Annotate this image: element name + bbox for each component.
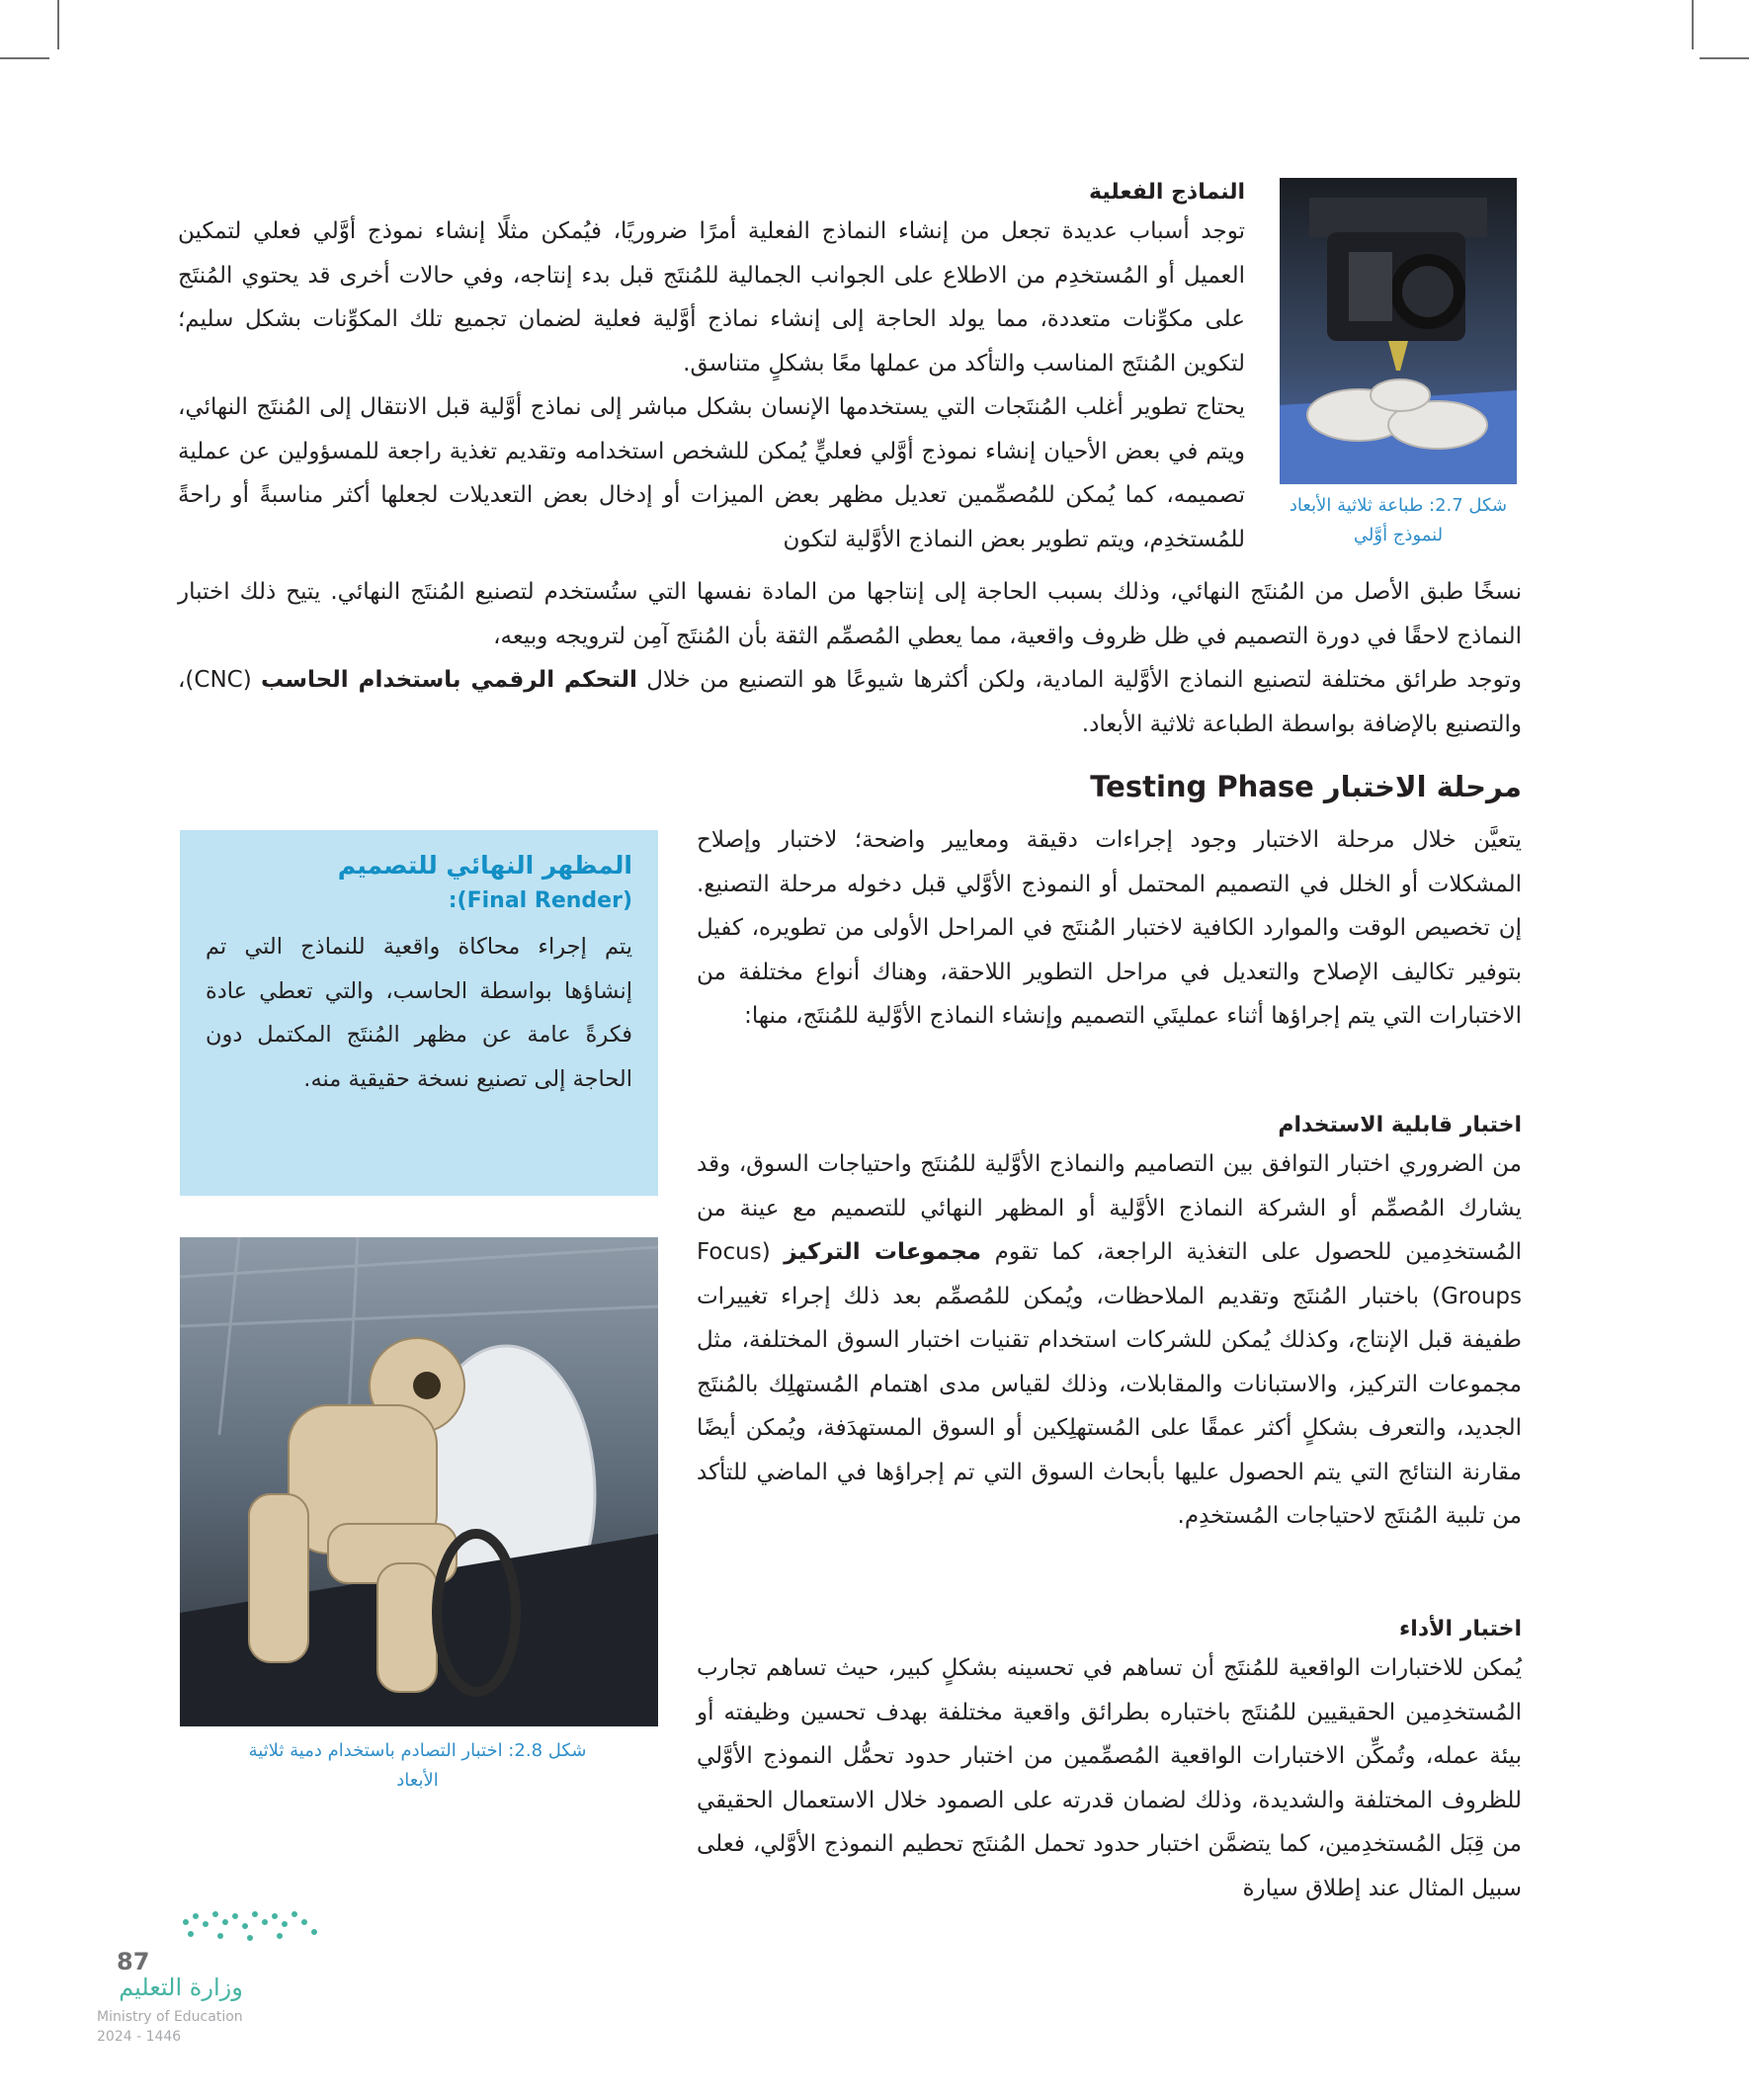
paragraph: توجد أسباب عديدة تجعل من إنشاء النماذج الفعلية أمرًا ضروريًا، فيُمكن مثلًا إنشاء نموذج أوَّلي فعلي لتمكين العميل أو المُستخدِم من الاطلاع على الجوانب الجمالية للمُنتَج قبل بدء إنتاجه، وفي حالات أخرى قد يحتوي المُنتَج على مكوِّنات متعددة، مما يولد الحاجة إلى إنشاء نماذج أوَّلية فعلية لضمان تجميع تلك المكوِّنات بشكل سليم؛ لتكوين المُنتَج المناسب والتأكد من عملها معًا بشكلٍ متناسق. [178,218,1245,377]
heading-performance-testing: اختبار الأداء [1399,1617,1522,1641]
figure-crash-test-dummy-photo [180,1237,658,1726]
heading-usability-testing: اختبار قابلية الاستخدام [1278,1113,1522,1137]
ministry-name-arabic: وزارة التعليم [119,1974,243,2001]
figure-3d-printer-photo [1280,178,1517,484]
heading-physical-models: النماذج الفعلية [1089,180,1245,205]
section-title-testing-phase: مرحلة الاختبار Testing Phase [1090,770,1522,803]
sidebar-subtitle: (Final Render): [448,888,632,913]
bold-term-focus-groups: مجموعات التركيز [784,1239,982,1265]
paragraph: نسخًا طبق الأصل من المُنتَج النهائي، وذلك بسبب الحاجة إلى إنتاجها من المادة نفسها التي ستُستخدم لتصنيع المُنتَج النهائي. يتيح ذلك اختبار النماذج لاحقًا في دورة التصميم في ظل ظروف واقعية، مما يعطي المُصمِّم الثقة بأن المُنتَج آمِن لترويجه وبيعه، [178,579,1522,649]
figure-caption-2-7: شكل 2.7: طباعة ثلاثية الأبعاد لنموذج أوَّلي [1289,495,1508,546]
section-physical-models [178,176,1245,561]
paragraph: وتوجد طرائق مختلفة لتصنيع النماذج الأوَّلية المادية، ولكن أكثرها شيوعًا هو التصنيع من خلال التحكم الرقمي باستخدام الحاسب (CNC)، والتصنيع بالإضافة بواسطة الطباعة ثلاثية الأبعاد. [178,667,1522,737]
sidebar-final-render [180,830,658,1196]
paragraph: يتعيَّن خلال مرحلة الاختبار وجود إجراءات دقيقة ومعايير واضحة؛ لاختبار وإصلاح المشكلات أو الخلل في التصميم المحتمل أو النموذج الأوَّلي قبل دخوله مرحلة التصنيع. إن تخصيص الوقت والموارد الكافية لاختبار المُنتَج في المراحل الأولى من تطويره، كفيل بتوفير تكاليف الإصلاح والتعديل في مراحل التطوير اللاحقة، وهناك أنواع مختلفة من الاختبارات التي يتم إجراؤها أثناء عمليتَي التصميم وإنشاء النماذج الأوَّلية للمُنتَج، منها: [697,827,1522,1029]
section-physical-models-continued [178,570,1522,746]
crop-mark [57,0,59,49]
section-performance-testing [697,1613,1522,1910]
sidebar-title: المظهر النهائي للتصميم [337,851,632,880]
crop-mark [1700,57,1749,59]
figure-caption-2-8: شكل 2.8: اختبار التصادم باستخدام دمية ثلاثية الأبعاد [248,1740,587,1791]
paragraph: يحتاج تطوير أغلب المُنتَجات التي يستخدمها الإنسان بشكل مباشر إلى نماذج أوَّلية قبل الانتقال إلى المُنتَج النهائي، ويتم في بعض الأحيان إنشاء نموذج أوَّلي فعليٍّ يُمكن للشخص استخدامه وتقديم تغذية راجعة للمسؤولين عن عملية تصميمه، كما يُمكن للمُصمِّمين تعديل مظهر بعض الميزات أو إدخال بعض التعديلات لجعلها أكثر مناسبةً أو راحةً للمُستخدِم، ويتم تطوير بعض النماذج الأوَّلية لتكون [178,394,1245,552]
sidebar-body: يتم إجراء محاكاة واقعية للنماذج التي تم إنشاؤها بواسطة الحاسب، والتي تعطي عادة فكرةً عامة عن مظهر المُنتَج المكتمل دون الحاجة إلى تصنيع نسخة حقيقية منه. [206,934,632,1092]
ministry-logo-dots-icon [176,1902,334,1952]
paragraph: من الضروري اختبار التوافق بين التصاميم والنماذج الأوَّلية للمُنتَج واحتياجات السوق، وقد يشارك المُصمِّم أو الشركة النماذج الأوَّلية أو المظهر النهائي للتصميم مع عينة من المُستخدِمين للحصول على التغذية الراجعة، كما تقوم مجموعات التركيز (Focus Groups) باختبار المُنتَج وتقديم الملاحظات، ويُمكن للمُصمِّم بعد ذلك إجراء تغييرات طفيفة قبل الإنتاج، وكذلك يُمكن للشركات استخدام تقنيات اختبار السوق المختلفة، مثل مجموعات التركيز، والاستبانات والمقابلات، وذلك لقياس مدى اهتمام المُستهلِك بالمُنتَج الجديد، والتعرف بشكلٍ أكثر عمقًا على المُستهلِكين أو السوق المستهدَفة، ويُمكن أيضًا مقارنة النتائج التي يتم الحصول عليها بأبحاث السوق التي تم إجراؤها في الماضي للتأكد من تلبية المُنتَج لاحتياجات المُستخدِم. [697,1151,1522,1529]
ministry-name-english: Ministry of Education [97,2009,243,2025]
crop-mark [1692,0,1694,49]
paragraph: يُمكن للاختبارات الواقعية للمُنتَج أن تساهم في تحسينه بشكلٍ كبير، حيث تساهم تجارب المُستخدِمين الحقيقيين للمُنتَج باختباره بطرائق واقعية مختلفة بهدف تحسين وظيفته أو بيئة عمله، وتُمكِّن الاختبارات الواقعية المُصمِّمين من اختبار حدود تحمُّل النموذج الأوَّلي للظروف المختلفة والشديدة، وذلك لضمان قدرته على الصمود خلال الاستعمال الحقيقي من قِبَل المُستخدِمين، كما يتضمَّن اختبار حدود تحمل المُنتَج تحطيم النموذج الأوَّلي، فعلى سبيل المثال عند إطلاق سيارة [697,1655,1522,1901]
bold-term-cnc: التحكم الرقمي باستخدام الحاسب [260,667,637,693]
section-usability-testing [697,1109,1522,1539]
edition-year: 2024 - 1446 [97,2029,182,2045]
crop-mark [0,57,49,59]
testing-intro [697,818,1522,1039]
page-number: 87 [117,1948,150,1975]
